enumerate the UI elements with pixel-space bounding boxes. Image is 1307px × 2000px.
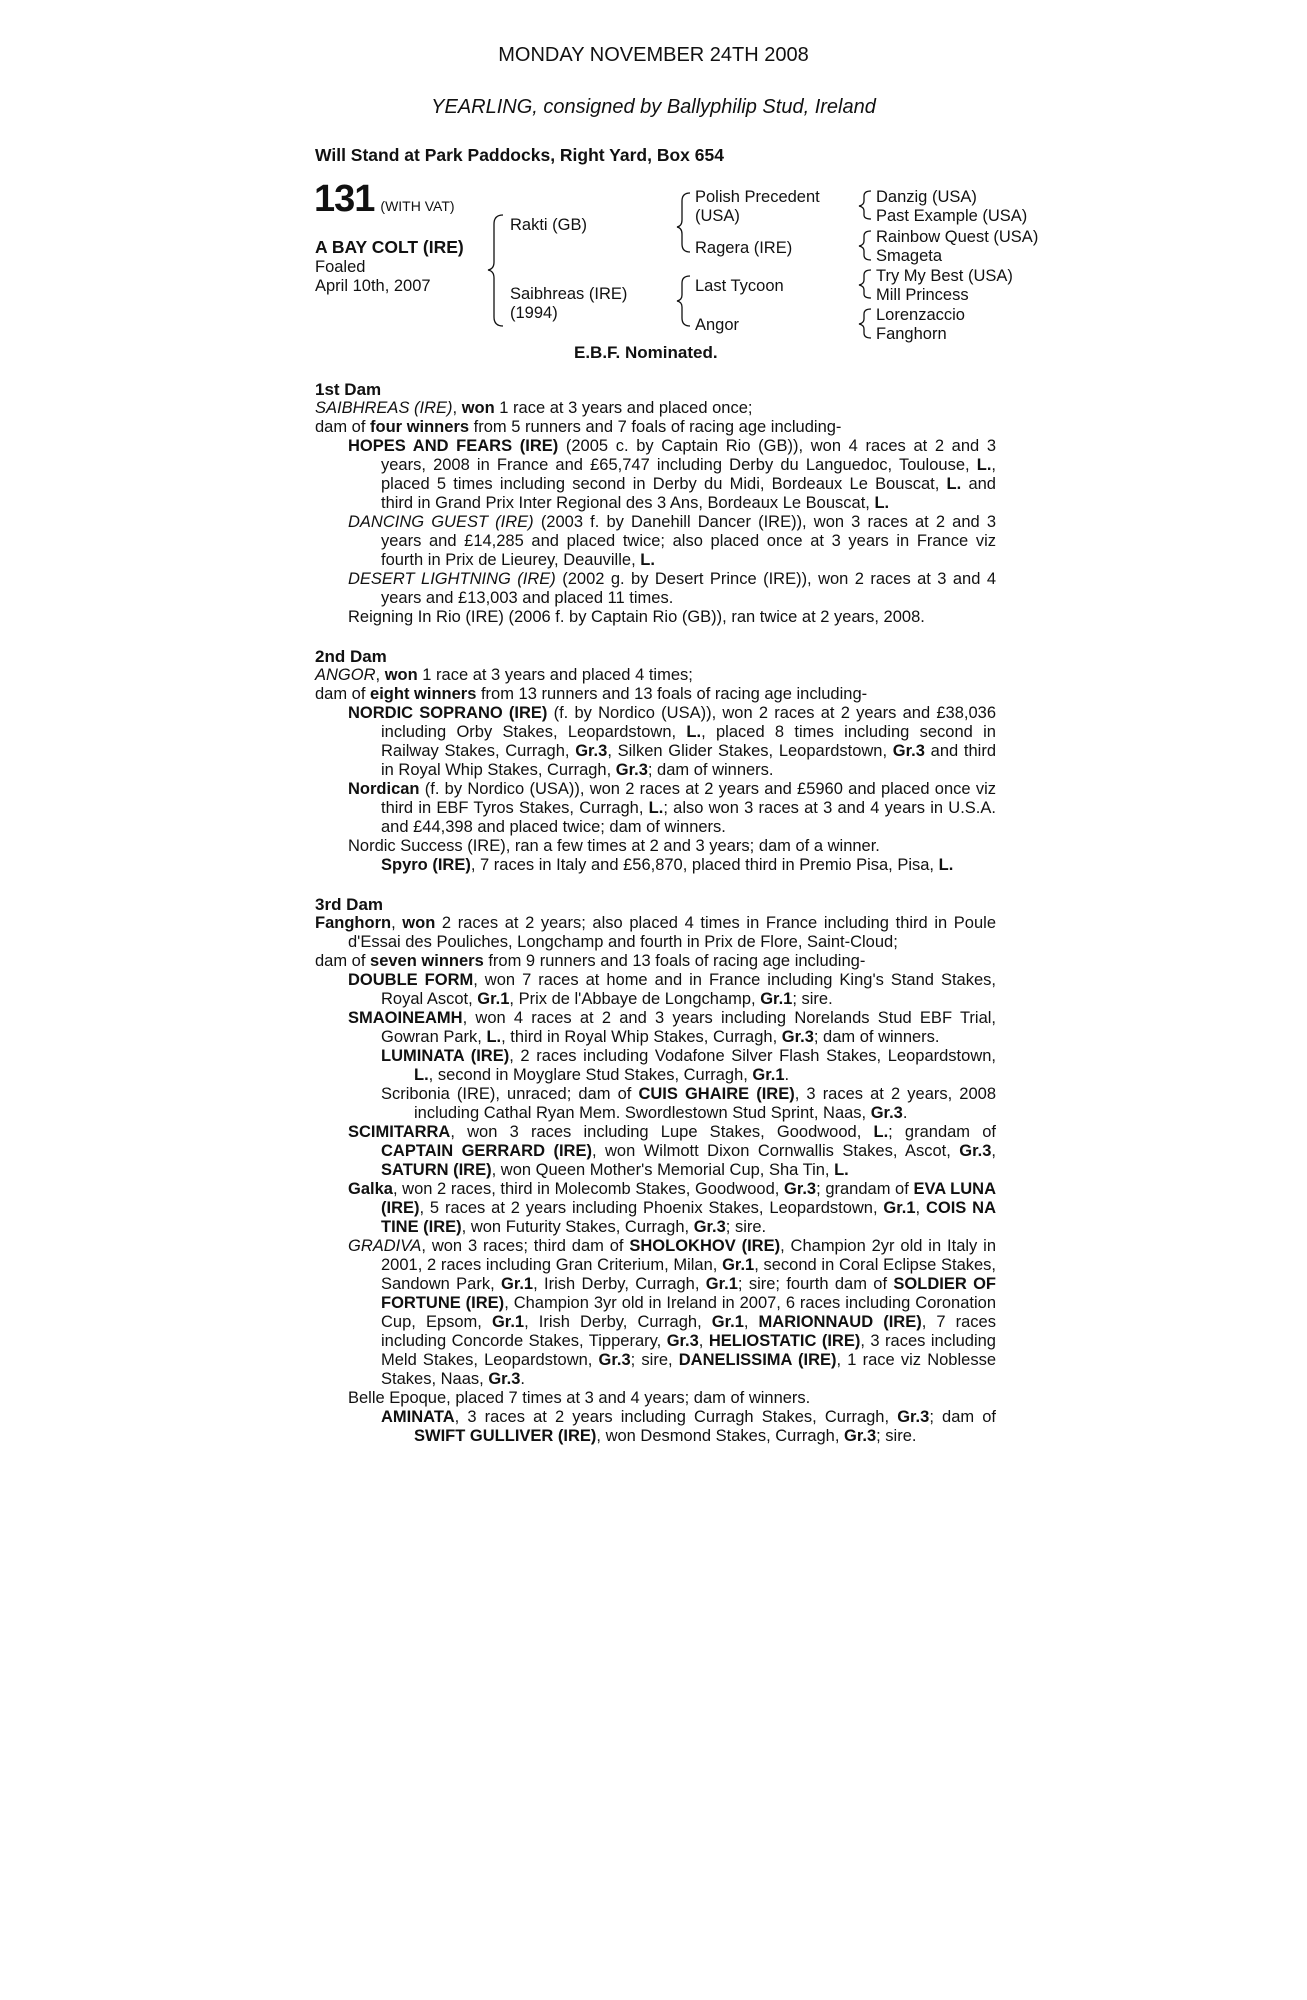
- first-dam-record: SAIBHREAS (IRE), won 1 race at 3 years and placed once;: [315, 399, 753, 417]
- dam-dam: Angor: [695, 316, 740, 334]
- second-dam-produce-summary: dam of eight winners from 13 runners and 13 foals of racing age including-: [315, 685, 868, 703]
- produce-entry: DESERT LIGHTNING (IRE) (2002 g. by Desert Prince (IRE)), won 2 races at 3 and 4 years and £13,003 and placed 11 times.: [348, 570, 997, 607]
- brace-main: [488, 215, 503, 326]
- sire-sire-line2: (USA): [695, 207, 740, 225]
- produce-entry: NORDIC SOPRANO (IRE) (f. by Nordico (USA)), won 2 races at 2 years and £38,036 including Orby Stakes, Leopardstown, L., placed 8 times including second in Railway Stakes, Curragh, Gr.3, Silken Glider Stakes, Leopardstown, Gr.3 and third in Royal Whip Stakes, Curragh, Gr.3; dam of winners.: [348, 704, 997, 779]
- foaled-label: Foaled: [315, 258, 366, 276]
- dam-year: (1994): [510, 304, 558, 322]
- produce-entry-descendant: Spyro (IRE), 7 races in Italy and £56,870, placed third in Premio Pisa, Pisa, L.: [381, 856, 954, 874]
- grandsire-1: Danzig (USA): [876, 188, 977, 206]
- grandsire-3: Rainbow Quest (USA): [876, 228, 1039, 246]
- produce-entry: SMAOINEAMH, won 4 races at 2 and 3 years including Norelands Stud EBF Trial, Gowran Park, L., third in Royal Whip Stakes, Curragh, Gr.3; dam of winners.: [348, 1009, 996, 1046]
- produce-entry: Galka, won 2 races, third in Molecomb Stakes, Goodwood, Gr.3; grandam of EVA LUNA (IRE), 5 races at 2 years including Phoenix Stakes, Leopardstown, Gr.1, COIS NA TINE (IRE), won Futurity Stakes, Curragh, Gr.3; sire.: [348, 1180, 996, 1236]
- sire-sire-line1: Polish Precedent: [695, 188, 820, 206]
- second-dam-record: ANGOR, won 1 race at 3 years and placed 4 times;: [315, 666, 693, 684]
- catalogue-body: [315, 380, 996, 1446]
- lot-number: 131: [314, 178, 375, 220]
- brace-dam: [677, 276, 690, 326]
- third-dam-produce-summary: dam of seven winners from 9 runners and 13 foals of racing age including-: [315, 952, 866, 970]
- produce-entry: Reigning In Rio (IRE) (2006 f. by Captain Rio (GB)), ran twice at 2 years, 2008.: [348, 608, 925, 626]
- grandsire-7: Lorenzaccio: [876, 306, 965, 324]
- dam-sire: Last Tycoon: [695, 277, 784, 295]
- grandsire-6: Mill Princess: [876, 286, 969, 304]
- produce-entry-descendant: LUMINATA (IRE), 2 races including Vodafone Silver Flash Stakes, Leopardstown, L., second in Moyglare Stud Stakes, Curragh, Gr.1.: [381, 1047, 996, 1084]
- produce-entry: Belle Epoque, placed 7 times at 3 and 4 years; dam of winners.: [348, 1389, 811, 1407]
- grandsire-8: Fanghorn: [876, 325, 947, 343]
- produce-entry-descendant: AMINATA, 3 races at 2 years including Curragh Stakes, Curragh, Gr.3; dam of SWIFT GULLIVER (IRE), won Desmond Stakes, Curragh, Gr.3; sire.: [381, 1408, 996, 1445]
- produce-entry: GRADIVA, won 3 races; third dam of SHOLOKHOV (IRE), Champion 2yr old in Italy in 2001, 2 races including Gran Criterium, Milan, Gr.1, second in Coral Eclipse Stakes, Sandown Park, Gr.1, Irish Derby, Curragh, Gr.1; sire; fourth dam of SOLDIER OF FORTUNE (IRE), Champion 3yr old in Ireland in 2007, 6 races including Coronation Cup, Epsom, Gr.1, Irish Derby, Curragh, Gr.1, MARIONNAUD (IRE), 7 races including Concorde Stakes, Tipperary, Gr.3, HELIOSTATIC (IRE), 3 races including Meld Stakes, Leopardstown, Gr.3; sire, DANELISSIMA (IRE), 1 race viz Noblesse Stakes, Naas, Gr.3.: [348, 1237, 997, 1388]
- sire-dam: Ragera (IRE): [695, 239, 793, 257]
- consignment-line: YEARLING, consigned by Ballyphilip Stud, Ireland: [431, 96, 876, 118]
- produce-entry: HOPES AND FEARS (IRE) (2005 c. by Captain Rio (GB)), won 4 races at 2 and 3 years, 2008 in France and £65,747 including Derby du Languedoc, Toulouse, L., placed 5 times including second in Derby du Midi, Bordeaux Le Bouscat, L. and third in Grand Prix Inter Regional des 3 Ans, Bordeaux Le Bouscat, L.: [348, 437, 997, 512]
- vat-note: (WITH VAT): [380, 198, 455, 214]
- brace-sire: [677, 193, 690, 252]
- produce-entry-descendant: Scribonia (IRE), unraced; dam of CUIS GHAIRE (IRE), 3 races at 2 years, 2008 including Cathal Ryan Mem. Swordlestown Stud Sprint, Naas, Gr.3.: [381, 1085, 997, 1122]
- sire: Rakti (GB): [510, 216, 588, 234]
- ebf-note: E.B.F. Nominated.: [574, 343, 718, 362]
- produce-entry: Nordic Success (IRE), ran a few times at 2 and 3 years; dam of a winner.: [348, 837, 880, 855]
- pedigree-braces: [0, 0, 1307, 360]
- second-dam-heading: 2nd Dam: [315, 647, 387, 666]
- third-dam-record: Fanghorn, won 2 races at 2 years; also placed 4 times in France including third in Poule d'Essai des Pouliches, Longchamp and fourth in Prix de Flore, Saint-Cloud;: [315, 914, 996, 951]
- first-dam-produce-summary: dam of four winners from 5 runners and 7 foals of racing age including-: [315, 418, 842, 436]
- sale-date: MONDAY NOVEMBER 24TH 2008: [498, 44, 809, 66]
- grandsire-2: Past Example (USA): [876, 207, 1028, 225]
- produce-entry: Nordican (f. by Nordico (USA)), won 2 races at 2 years and £5960 and placed once viz third in EBF Tyros Stakes, Curragh, L.; also won 3 races at 3 and 4 years in U.S.A. and £44,398 and placed twice; dam of winners.: [348, 780, 996, 836]
- brace-g1: [859, 191, 871, 219]
- stand-location: Will Stand at Park Paddocks, Right Yard, Box 654: [315, 145, 724, 165]
- produce-entry: DOUBLE FORM, won 7 races at home and in France including King's Stand Stakes, Royal Ascot, Gr.1, Prix de l'Abbaye de Longchamp, Gr.1; sire.: [348, 971, 996, 1008]
- produce-entry: SCIMITARRA, won 3 races including Lupe Stakes, Goodwood, L.; grandam of CAPTAIN GERRARD (IRE), won Wilmott Dixon Cornwallis Stakes, Ascot, Gr.3, SATURN (IRE), won Queen Mother's Memorial Cup, Sha Tin, L.: [348, 1123, 996, 1179]
- foaled-date: April 10th, 2007: [315, 277, 431, 295]
- third-dam-heading: 3rd Dam: [315, 895, 384, 914]
- grandsire-4: Smageta: [876, 247, 943, 265]
- horse-description: A BAY COLT (IRE): [315, 237, 464, 257]
- dam: Saibhreas (IRE): [510, 285, 628, 303]
- brace-g4: [859, 309, 871, 338]
- brace-g3: [859, 270, 871, 298]
- produce-entry: DANCING GUEST (IRE) (2003 f. by Danehill Dancer (IRE)), won 3 races at 2 and 3 years and £14,285 and placed twice; also placed once at 3 years in France viz fourth in Prix de Lieurey, Deauville, L.: [348, 513, 996, 569]
- grandsire-5: Try My Best (USA): [876, 267, 1013, 285]
- first-dam-heading: 1st Dam: [315, 380, 382, 399]
- brace-g2: [859, 231, 871, 260]
